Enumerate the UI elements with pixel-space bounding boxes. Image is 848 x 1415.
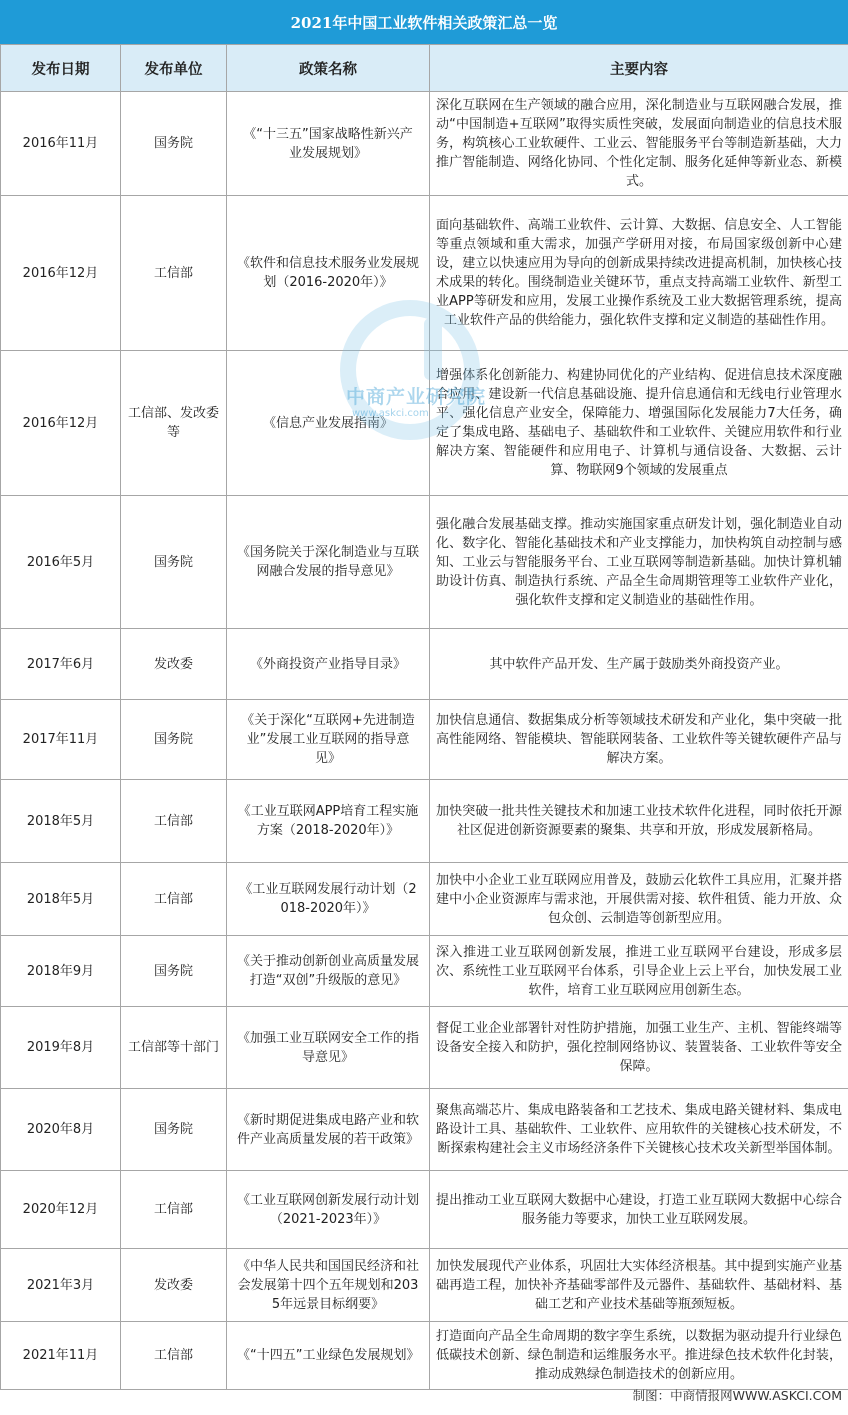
cell-policy-name: 《新时期促进集成电路产业和软件产业高质量发展的若干政策》: [227, 1089, 430, 1171]
cell-date: 2016年12月: [1, 351, 121, 496]
table-row: [1, 1007, 848, 1089]
cell-date: 2020年12月: [1, 1171, 121, 1249]
cell-policy-name: 《“十三五”国家战略性新兴产业发展规划》: [227, 92, 430, 196]
cell-content: 督促工业企业部署针对性防护措施，加强工业生产、主机、智能终端等设备安全接入和防护，强化控制网络协议、装置装备、工业软件等安全保障。: [430, 1007, 848, 1089]
header-org: 发布单位: [121, 45, 227, 92]
table-row: [1, 196, 848, 351]
cell-date: 2017年11月: [1, 700, 121, 780]
cell-content: 深化互联网在生产领域的融合应用，深化制造业与互联网融合发展，推动“中国制造+互联网”取得实质性突破，发展面向制造业的信息技术服务，构筑核心工业软硬件、工业云、智能服务平台等制造新基础，大力推广智能制造、网络化协同、个性化定制、服务化延伸等新业态、新模式。: [430, 92, 848, 196]
cell-org: 工信部: [121, 780, 227, 863]
cell-date: 2018年5月: [1, 863, 121, 936]
table-row: [1, 863, 848, 936]
cell-org: 工信部、发改委等: [121, 351, 227, 496]
cell-org: 国务院: [121, 496, 227, 629]
cell-date: 2017年6月: [1, 629, 121, 700]
cell-policy-name: 《工业互联网创新发展行动计划（2021-2023年）》: [227, 1171, 430, 1249]
cell-org: 工信部: [121, 863, 227, 936]
cell-org: 工信部: [121, 196, 227, 351]
header-row: [1, 45, 848, 92]
cell-org: 发改委: [121, 1249, 227, 1322]
table-body: [1, 92, 848, 1390]
table-row: [1, 936, 848, 1007]
table-row: [1, 780, 848, 863]
cell-content: 加快信息通信、数据集成分析等领域技术研发和产业化，集中突破一批高性能网络、智能模块、智能联网装备、工业软件等关键软硬件产品与解决方案。: [430, 700, 848, 780]
table-row: [1, 1171, 848, 1249]
cell-content: 其中软件产品开发、生产属于鼓励类外商投资产业。: [430, 629, 848, 700]
watermark-url: www.askci.com: [352, 408, 429, 419]
cell-content: 打造面向产品全生命周期的数字孪生系统，以数据为驱动提升行业绿色低碳技术创新、绿色制造和运维服务水平。推进绿色技术软件化封装，推动成熟绿色制造技术的创新应用。: [430, 1322, 848, 1390]
header-content: 主要内容: [430, 45, 848, 92]
table-row: [1, 1249, 848, 1322]
cell-policy-name: 《国务院关于深化制造业与互联网融合发展的指导意见》: [227, 496, 430, 629]
cell-policy-name: 《关于推动创新创业高质量发展打造“双创”升级版的意见》: [227, 936, 430, 1007]
cell-date: 2020年8月: [1, 1089, 121, 1171]
table-title-text: 2021年中国工业软件相关政策汇总一览: [290, 13, 558, 32]
cell-org: 发改委: [121, 629, 227, 700]
cell-date: 2018年9月: [1, 936, 121, 1007]
cell-date: 2016年11月: [1, 92, 121, 196]
table-row: [1, 1322, 848, 1390]
table-title: [0, 0, 848, 44]
cell-content: 加快中小企业工业互联网应用普及，鼓励云化软件工具应用，汇聚并搭建中小企业资源库与需求池，开展供需对接、软件租赁、能力开放、众包众创、云制造等创新型应用。: [430, 863, 848, 936]
cell-date: 2016年12月: [1, 196, 121, 351]
cell-content: 加快发展现代产业体系，巩固壮大实体经济根基。其中提到实施产业基础再造工程，加快补齐基础零部件及元器件、基础软件、基础材料、基础工艺和产业技术基础等瓶颈短板。: [430, 1249, 848, 1322]
cell-org: 工信部: [121, 1322, 227, 1390]
cell-content: 增强体系化创新能力、构建协同优化的产业结构、促进信息技术深度融合应用、建设新一代信息基础设施、提升信息通信和无线电行业管理水平、强化信息产业安全，保障能力、增强国际化发展能力7大任务，确定了集成电路、基础电子、基础软件和工业软件、关键应用软件和行业解决方案、智能硬件和应用电子、计算机与通信设备、大数据、云计算、物联网9个领域的发展重点: [430, 351, 848, 496]
cell-content: 深入推进工业互联网创新发展，推进工业互联网平台建设，形成多层次、系统性工业互联网平台体系，引导企业上云上平台，加快发展工业软件，培育工业互联网应用创新生态。: [430, 936, 848, 1007]
table-row: [1, 351, 848, 496]
cell-date: 2021年11月: [1, 1322, 121, 1390]
cell-content: 聚焦高端芯片、集成电路装备和工艺技术、集成电路关键材料、集成电路设计工具、基础软件、工业软件、应用软件的关键核心技术研发，不断探索构建社会主义市场经济条件下关键核心技术攻关新型举国体制。: [430, 1089, 848, 1171]
cell-content: 提出推动工业互联网大数据中心建设，打造工业互联网大数据中心综合服务能力等要求，加快工业互联网发展。: [430, 1171, 848, 1249]
cell-policy-name: 《外商投资产业指导目录》: [227, 629, 430, 700]
cell-content: 面向基础软件、高端工业软件、云计算、大数据、信息安全、人工智能等重点领域和重大需求，加强产学研用对接，布局国家级创新中心建设，建立以快速应用为导向的创新成果持续改进提高机制，加快核心技术成果的转化。围绕制造业关键环节，重点支持高端工业软件、新型工业APP等研发和应用，发展工业操作系统及工业大数据管理系统，提高工业软件产品的供给能力，强化软件支撑和定义制造的基础性作用。: [430, 196, 848, 351]
table-row: [1, 92, 848, 196]
header-name: 政策名称: [227, 45, 430, 92]
cell-policy-name: 《“十四五”工业绿色发展规划》: [227, 1322, 430, 1390]
cell-date: 2019年8月: [1, 1007, 121, 1089]
cell-content: 强化融合发展基础支撑。推动实施国家重点研发计划，强化制造业自动化、数字化、智能化基础技术和产业支撑能力，加快构筑自动控制与感知、工业云与智能服务平台、工业互联网等制造新基础。加快计算机辅助设计仿真、制造执行系统、产品全生命周期管理等工业软件产业化，强化软件支撑和定义制造业的基础性作用。: [430, 496, 848, 629]
cell-org: 国务院: [121, 92, 227, 196]
cell-date: 2016年5月: [1, 496, 121, 629]
cell-org: 国务院: [121, 936, 227, 1007]
cell-date: 2018年5月: [1, 780, 121, 863]
cell-date: 2021年3月: [1, 1249, 121, 1322]
footer-credit: 制图：中商情报网WWW.ASKCI.COM: [632, 1388, 842, 1403]
cell-content: 加快突破一批共性关键技术和加速工业技术软件化进程，同时依托开源社区促进创新资源要素的聚集、共享和开放，形成发展新格局。: [430, 780, 848, 863]
cell-org: 国务院: [121, 1089, 227, 1171]
table-row: [1, 496, 848, 629]
cell-policy-name: 《工业互联网APP培育工程实施方案（2018-2020年）》: [227, 780, 430, 863]
cell-org: 工信部等十部门: [121, 1007, 227, 1089]
policy-table: [0, 44, 848, 1390]
cell-policy-name: 《关于深化“互联网+先进制造业”发展工业互联网的指导意见》: [227, 700, 430, 780]
cell-org: 工信部: [121, 1171, 227, 1249]
cell-policy-name: 《加强工业互联网安全工作的指导意见》: [227, 1007, 430, 1089]
table-row: [1, 1089, 848, 1171]
cell-policy-name: 《工业互联网发展行动计划（2018-2020年）》: [227, 863, 430, 936]
table-row: [1, 629, 848, 700]
table-row: [1, 700, 848, 780]
cell-policy-name: 《软件和信息技术服务业发展规划（2016-2020年）》: [227, 196, 430, 351]
cell-org: 国务院: [121, 700, 227, 780]
cell-policy-name: 《中华人民共和国国民经济和社会发展第十四个五年规划和2035年远景目标纲要》: [227, 1249, 430, 1322]
cell-policy-name: 《信息产业发展指南》: [227, 351, 430, 496]
watermark-text: 中商产业研究院: [346, 386, 487, 408]
header-date: 发布日期: [1, 45, 121, 92]
